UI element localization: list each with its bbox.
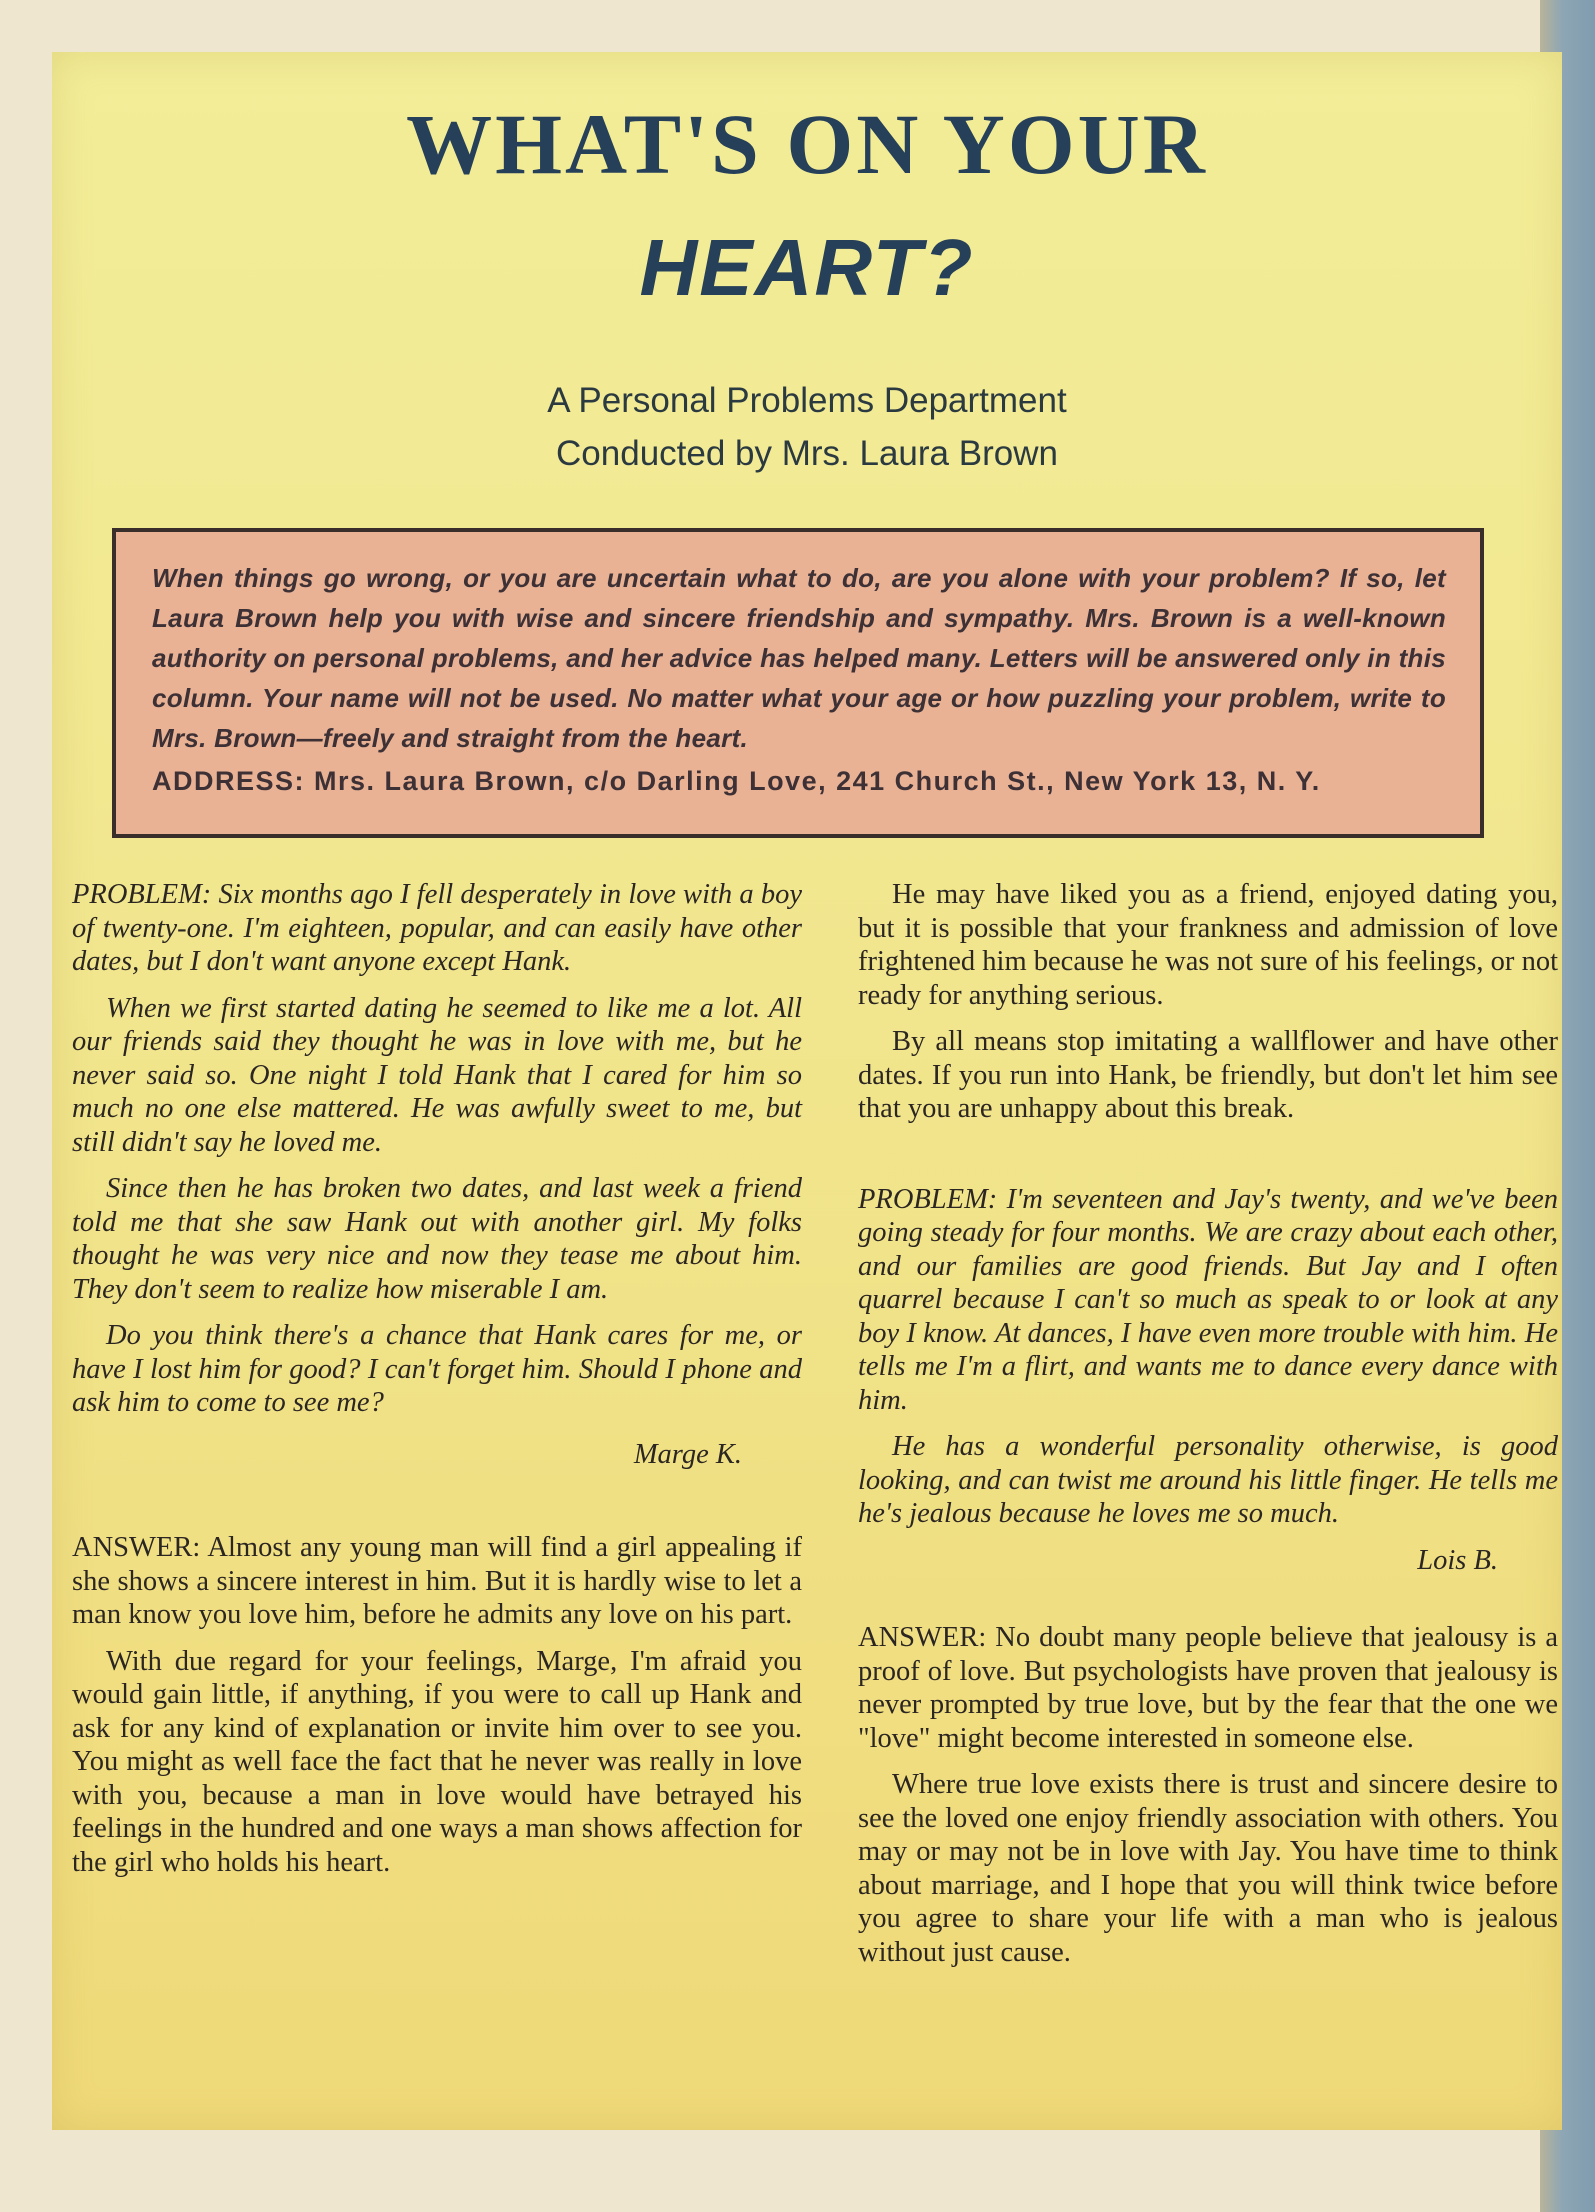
letter1-problem-p2: When we first started dating he seemed to like me a lot. All our friends said they thought he was in love with me, but he never said so. One night I told Hank that I cared for him so much no one else mattered. He was awfully sweet to me, but still didn't say he loved me. — [72, 992, 802, 1158]
letter1-problem-p1: PROBLEM: Six months ago I fell desperately in love with a boy of twenty-one. I'm eighteen, popular, and can easily have other dates, but I don't want anyone except Hank. — [72, 879, 802, 977]
letter2-problem-p2: He has a wonderful personality otherwise, is good looking, and can twist me around his little finger. He tells me he's jealous because he loves me so much. — [858, 1431, 1558, 1529]
subtitle-line2: Conducted by Mrs. Laura Brown — [556, 434, 1058, 473]
page-title-line2: HEART? — [639, 223, 975, 312]
notice-text: When things go wrong, or you are uncertain what to do, are you alone with your problem? If so, let Laura Brown help you with wise and sincere friendship and sympathy. Mrs. Brown is a well-known authority on personal problems, and her advice has helped many. Letters will be answered only in this column. Your name will not be used. No matter what your age or how puzzling your problem, write to Mrs. Brown—freely and straight from the heart. — [152, 563, 1446, 753]
letter1-signature: Marge K. — [633, 1438, 742, 1470]
page-subtitle — [52, 374, 1562, 480]
letter1-answer-p3: He may have liked you as a friend, enjoyed dating you, but it is possible that your frankness and admission of love frightened him because he was not sure of his feelings, or not ready for anything serious. — [858, 879, 1558, 1011]
page-title-line1: WHAT'S ON YOUR — [406, 96, 1208, 192]
letter2-answer-p2: Where true love exists there is trust and sincere desire to see the loved one enjoy friendly association with others. You may or may not be in love with Jay. You have time to think about marriage, and I hope that you will think twice before you agree to share your life with a man who is jealous without just cause. — [858, 1769, 1558, 1968]
notice-box — [112, 528, 1484, 838]
right-column — [858, 878, 1558, 1982]
letter1-problem-p3: Since then he has broken two dates, and last week a friend told me that she saw Hank out with another girl. My folks thought he was very nice and now they tease me about him. They don't seem to realize how miserable I am. — [72, 1173, 802, 1305]
section-gap — [858, 1577, 1558, 1621]
magazine-page — [52, 52, 1562, 2130]
letter1-answer-p1: ANSWER: Almost any young man will find a girl appealing if she shows a sincere interest in him. But it is hardly wise to let a man know you love him, before he admits any love on his part. — [72, 1532, 802, 1630]
left-column — [72, 878, 802, 1892]
letter1-problem-p4: Do you think there's a chance that Hank cares for me, or have I lost him for good? I can't forget him. Should I phone and ask him to come to see me? — [72, 1320, 802, 1418]
letter1-answer-p2: With due regard for your feelings, Marge, I'm afraid you would gain little, if anything, if you were to call up Hank and ask for any kind of explanation or invite him over to see you. You might as well face the fact that he never was really in love with you, because a man in love would have betrayed his feelings in the hundred and one ways a man shows affection for the girl who holds his heart. — [72, 1645, 802, 1878]
letter2-answer-p1: ANSWER: No doubt many people believe that jealousy is a proof of love. But psychologists have proven that jealousy is never prompted by true love, but by the fear that the one we "love" might become interested in someone else. — [858, 1622, 1558, 1754]
section-gap — [72, 1471, 802, 1531]
subtitle-line1: A Personal Problems Department — [547, 381, 1067, 420]
letter2-problem-p1: PROBLEM: I'm seventeen and Jay's twenty, and we've been going steady for four months. We are crazy about each other, and our families are good friends. But Jay and I often quarrel because I can't so much as speak to or look at any boy I know. At dances, I have even more trouble with him. He tells me I'm a flirt, and wants me to dance every dance with him. — [858, 1183, 1558, 1416]
letter1-answer-p4: By all means stop imitating a wallflower and have other dates. If you run into Hank, be friendly, but don't let him see that you are unhappy about this break. — [858, 1026, 1558, 1124]
letter2-signature: Lois B. — [1417, 1544, 1498, 1576]
section-gap — [858, 1139, 1558, 1183]
notice-address: ADDRESS: Mrs. Laura Brown, c/o Darling Love, 241 Church St., New York 13, N. Y. — [152, 766, 1321, 796]
